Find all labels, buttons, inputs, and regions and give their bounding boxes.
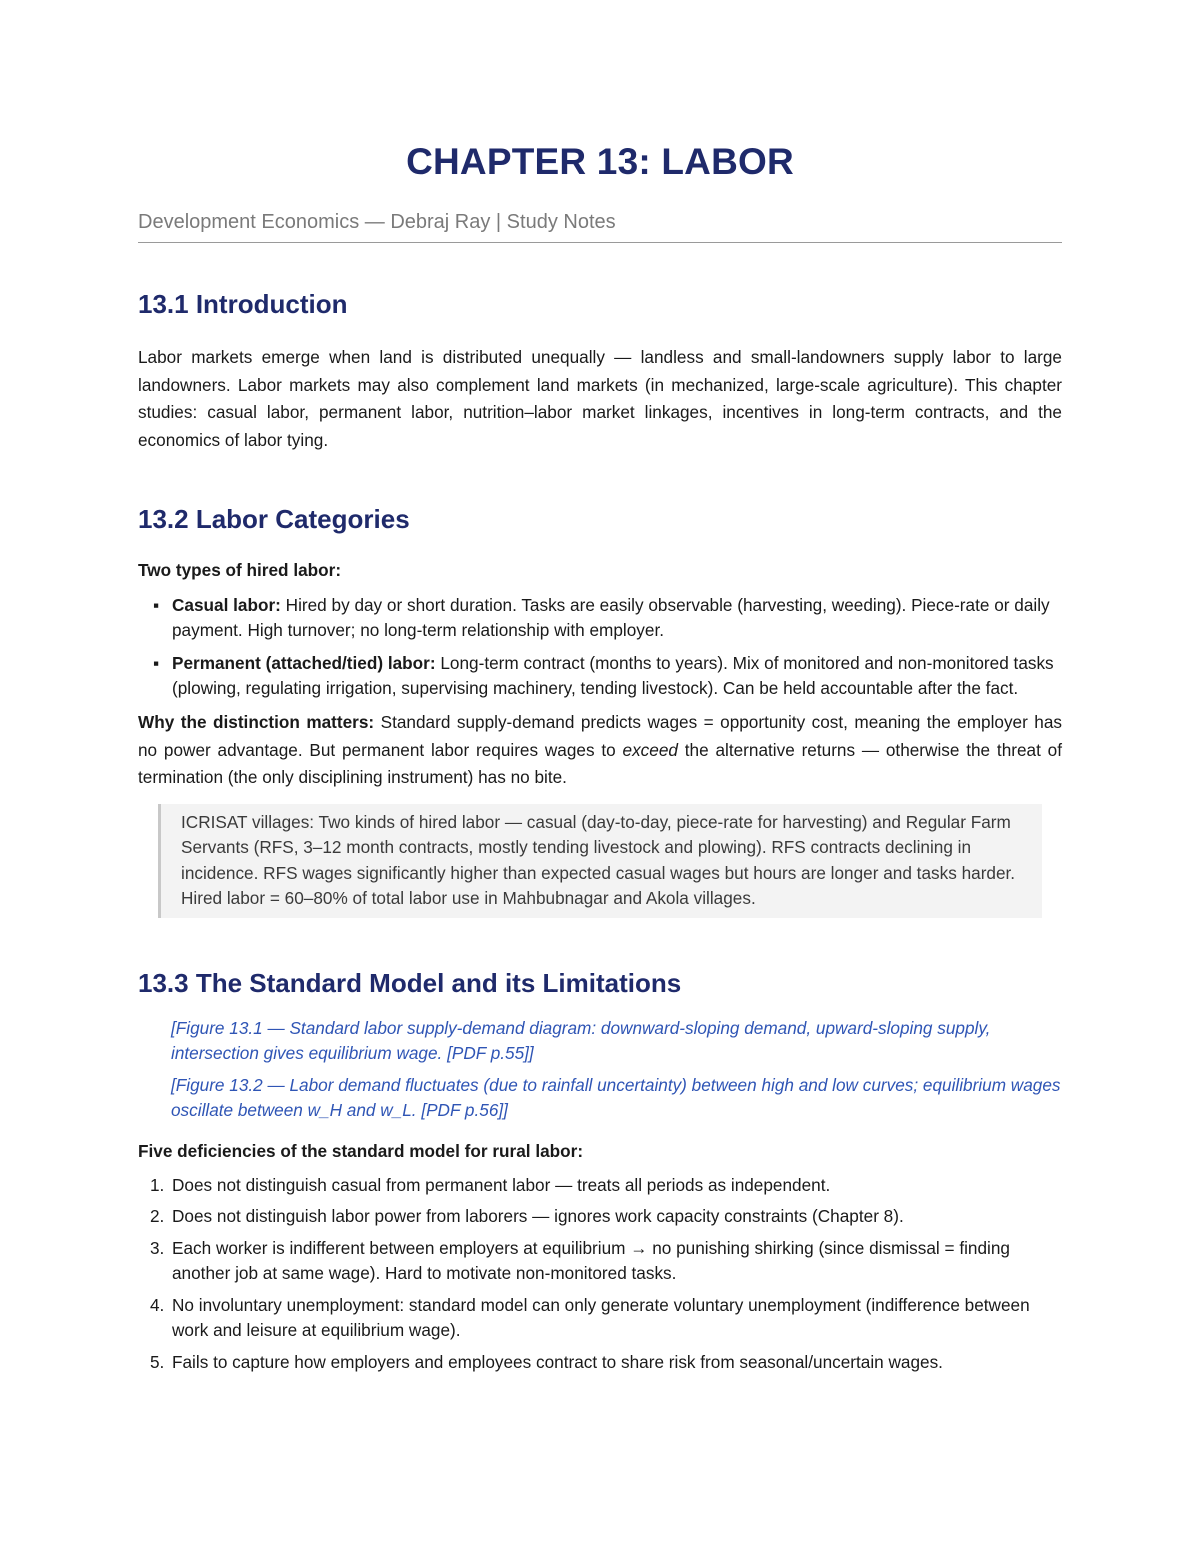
why-distinction-paragraph <box>138 709 1062 792</box>
why-emphasis: exceed <box>622 739 678 760</box>
deficiencies-list <box>138 1173 1062 1376</box>
section-heading-standard-model: 13.3 The Standard Model and its Limitations <box>138 967 682 998</box>
deficiency-text: Does not distinguish labor power from laborers — ignores work capacity constraints (Chapter 8). <box>172 1206 904 1226</box>
permanent-labor-description: Long-term contract (months to years). Mix of monitored and non-monitored tasks (plowing, regulating irrigation, supervising machinery, tending livestock). Can be held accountable after the fact. <box>172 653 1054 698</box>
section-heading-introduction: 13.1 Introduction <box>138 289 348 319</box>
list-number: 5. <box>150 1351 165 1372</box>
figure-reference-13-2: [Figure 13.2 — Labor demand fluctuates (due to rainfall uncertainty) between high and low curves; equilibrium wages oscillate between w_H and w_L. [PDF p.56]] <box>171 1074 1061 1120</box>
list-number: 4. <box>150 1294 165 1315</box>
casual-labor-description: Hired by day or short duration. Tasks are easily observable (harvesting, weeding). Piece-rate or daily payment. High turnover; no long-term relationship with employer. <box>172 595 1050 640</box>
deficiency-text: Does not distinguish casual from permanent labor — treats all periods as independent. <box>172 1174 831 1195</box>
list-item <box>150 1293 1062 1344</box>
list-item <box>150 1173 1062 1199</box>
list-item-permanent-labor <box>153 651 1062 701</box>
deficiency-text: Each worker is indifferent between employers at equilibrium → no punishing shirking (since dismissal = finding another job at same wage). Hard to motivate non-monitored tasks. <box>172 1237 1010 1283</box>
list-number: 1. <box>150 1174 165 1195</box>
list-item <box>150 1236 1062 1287</box>
hired-labor-lead: Two types of hired labor: <box>138 560 342 580</box>
term-permanent-labor: Permanent (attached/tied) labor: <box>172 653 436 673</box>
list-item-casual-labor <box>153 593 1062 643</box>
deficiencies-lead: Five deficiencies of the standard model for rural labor: <box>138 1140 584 1161</box>
list-item <box>150 1350 1062 1376</box>
why-distinction-term: Why the distinction matters: <box>138 712 375 732</box>
section-heading-labor-categories: 13.2 Labor Categories <box>138 504 410 534</box>
figure-reference-13-1: [Figure 13.1 — Standard labor supply-demand diagram: downward-sloping demand, upward-sloping supply, intersection gives equilibrium wage. [PDF p.55]] <box>171 1017 991 1063</box>
icrisat-callout: ICRISAT villages: Two kinds of hired labor — casual (day-to-day, piece-rate for harvesting) and Regular Farm Servants (RFS, 3–12 month contracts, mostly tending livestock and plowing). RFS contracts declining in incidence. RFS wages significantly higher than expected casual wages but hours are longer and tasks harder. Hired labor = 60–80% of total labor use in Mahbubnagar and Akola villages. <box>158 804 1042 918</box>
list-number: 2. <box>150 1206 165 1226</box>
list-number: 3. <box>150 1237 165 1258</box>
chapter-title: CHAPTER 13: LABOR <box>406 141 794 182</box>
chapter-subtitle: Development Economics — Debraj Ray | Study Notes <box>138 211 1062 243</box>
term-casual-labor: Casual labor: <box>172 595 281 615</box>
why-text-after: the alternative returns — otherwise the threat of termination (the only disciplining instrument) has no bite. <box>138 739 1063 787</box>
bullet-icon: ▪ <box>153 653 160 673</box>
deficiency-text: Fails to capture how employers and employees contract to share risk from seasonal/uncertain wages. <box>172 1351 943 1372</box>
bullet-icon: ▪ <box>153 595 160 615</box>
why-text-before: Standard supply-demand predicts wages = opportunity cost, meaning the employer has no power advantage. But permanent labor requires wages to <box>138 712 1063 760</box>
introduction-paragraph: Labor markets emerge when land is distributed unequally — landless and small-landowners supply labor to large landowners. Labor markets may also complement land markets (in mechanized, large-scale agriculture). This chapter studies: casual labor, permanent labor, nutrition–labor market linkages, incentives in long-term contracts, and the economics of labor tying. <box>138 347 1062 450</box>
labor-types-list <box>138 593 1062 701</box>
list-item <box>150 1204 1062 1230</box>
deficiency-text: No involuntary unemployment: standard model can only generate voluntary unemployment (indifference between work and leisure at equilibrium wage). <box>172 1294 1030 1340</box>
